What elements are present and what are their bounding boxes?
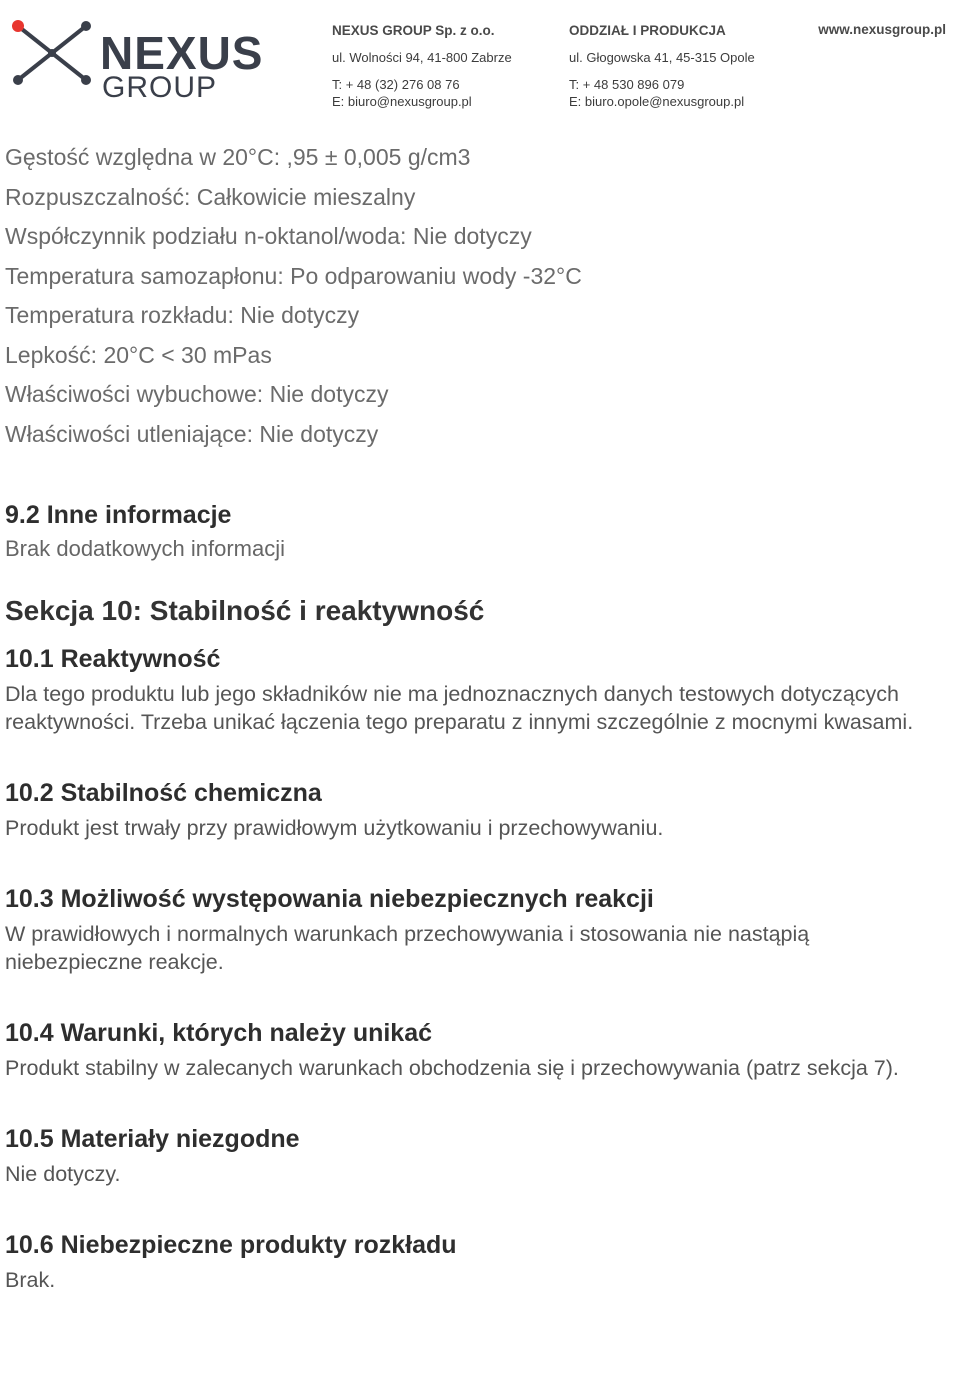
logo-text-nexus: NEXUS bbox=[100, 27, 264, 79]
page-header bbox=[0, 0, 960, 120]
document-body bbox=[5, 138, 950, 1294]
text-9-2: Brak dodatkowych informacji bbox=[5, 536, 286, 561]
company-email: E: biuro@nexusgroup.pl bbox=[332, 94, 472, 109]
heading-10-6: 10.6 Niebezpieczne produkty rozkładu bbox=[5, 1231, 457, 1259]
heading-10-5: 10.5 Materiały niezgodne bbox=[5, 1125, 300, 1153]
text-10-6: Brak. bbox=[5, 1268, 56, 1292]
logo-mark-icon bbox=[8, 14, 100, 94]
branch-name: ODDZIAŁ I PRODUKCJA bbox=[569, 23, 726, 38]
heading-10-2: 10.2 Stabilność chemiczna bbox=[5, 779, 322, 807]
company-phone: T: + 48 (32) 276 08 76 bbox=[332, 77, 460, 92]
heading-9-2: 9.2 Inne informacje bbox=[5, 501, 232, 529]
heading-10-1: 10.1 Reaktywność bbox=[5, 645, 221, 673]
property-partition-coefficient: Współczynnik podziału n-oktanol/woda: Nie dotyczy bbox=[5, 223, 532, 249]
property-oxidizing: Właściwości utleniające: Nie dotyczy bbox=[5, 420, 379, 447]
company-contact bbox=[332, 22, 512, 110]
text-10-3: W prawidłowych i normalnych warunkach przechowywania i stosowania nie nastąpią niebezpieczne reakcje. bbox=[5, 922, 810, 974]
text-10-5: Nie dotyczy. bbox=[5, 1162, 121, 1186]
property-decomposition: Temperatura rozkładu: Nie dotyczy bbox=[5, 302, 360, 328]
text-10-2: Produkt jest trwały przy prawidłowym użytkowaniu i przechowywaniu. bbox=[5, 816, 664, 840]
heading-10-4: 10.4 Warunki, których należy unikać bbox=[5, 1019, 433, 1047]
property-viscosity: Lepkość: 20°C < 30 mPas bbox=[5, 341, 272, 368]
properties-list bbox=[5, 138, 950, 454]
company-address: ul. Wolności 94, 41-800 Zabrze bbox=[332, 50, 512, 65]
branch-contact bbox=[569, 22, 755, 110]
branch-phone: T: + 48 530 896 079 bbox=[569, 77, 685, 92]
text-10-1: Dla tego produktu lub jego składników nie ma jednoznacznych danych testowych dotyczących reaktywności. Trzeba unikać łączenia tego preparatu z innymi szczególnie z mocnymi kwasami. bbox=[5, 682, 914, 734]
property-autoignition: Temperatura samozapłonu: Po odparowaniu wody -32°C bbox=[5, 262, 582, 289]
branch-email: E: biuro.opole@nexusgroup.pl bbox=[569, 94, 745, 109]
website-link[interactable]: www.nexusgroup.pl bbox=[818, 22, 946, 37]
text-10-4: Produkt stabilny w zalecanych warunkach obchodzenia się i przechowywania (patrz sekcja 7). bbox=[5, 1056, 899, 1080]
logo-text-group: GROUP bbox=[102, 71, 218, 104]
company-name: NEXUS GROUP Sp. z o.o. bbox=[332, 23, 495, 38]
section-10-title: Sekcja 10: Stabilność i reaktywność bbox=[5, 595, 485, 626]
heading-10-3: 10.3 Możliwość występowania niebezpiecznych reakcji bbox=[5, 885, 654, 913]
branch-address: ul. Głogowska 41, 45-315 Opole bbox=[569, 50, 755, 65]
nexus-group-logo bbox=[8, 14, 264, 104]
property-density: Gęstość względna w 20°C: ,95 ± 0,005 g/cm3 bbox=[5, 144, 471, 170]
property-explosive: Właściwości wybuchowe: Nie dotyczy bbox=[5, 381, 389, 407]
property-solubility: Rozpuszczalność: Całkowicie mieszalny bbox=[5, 183, 416, 210]
